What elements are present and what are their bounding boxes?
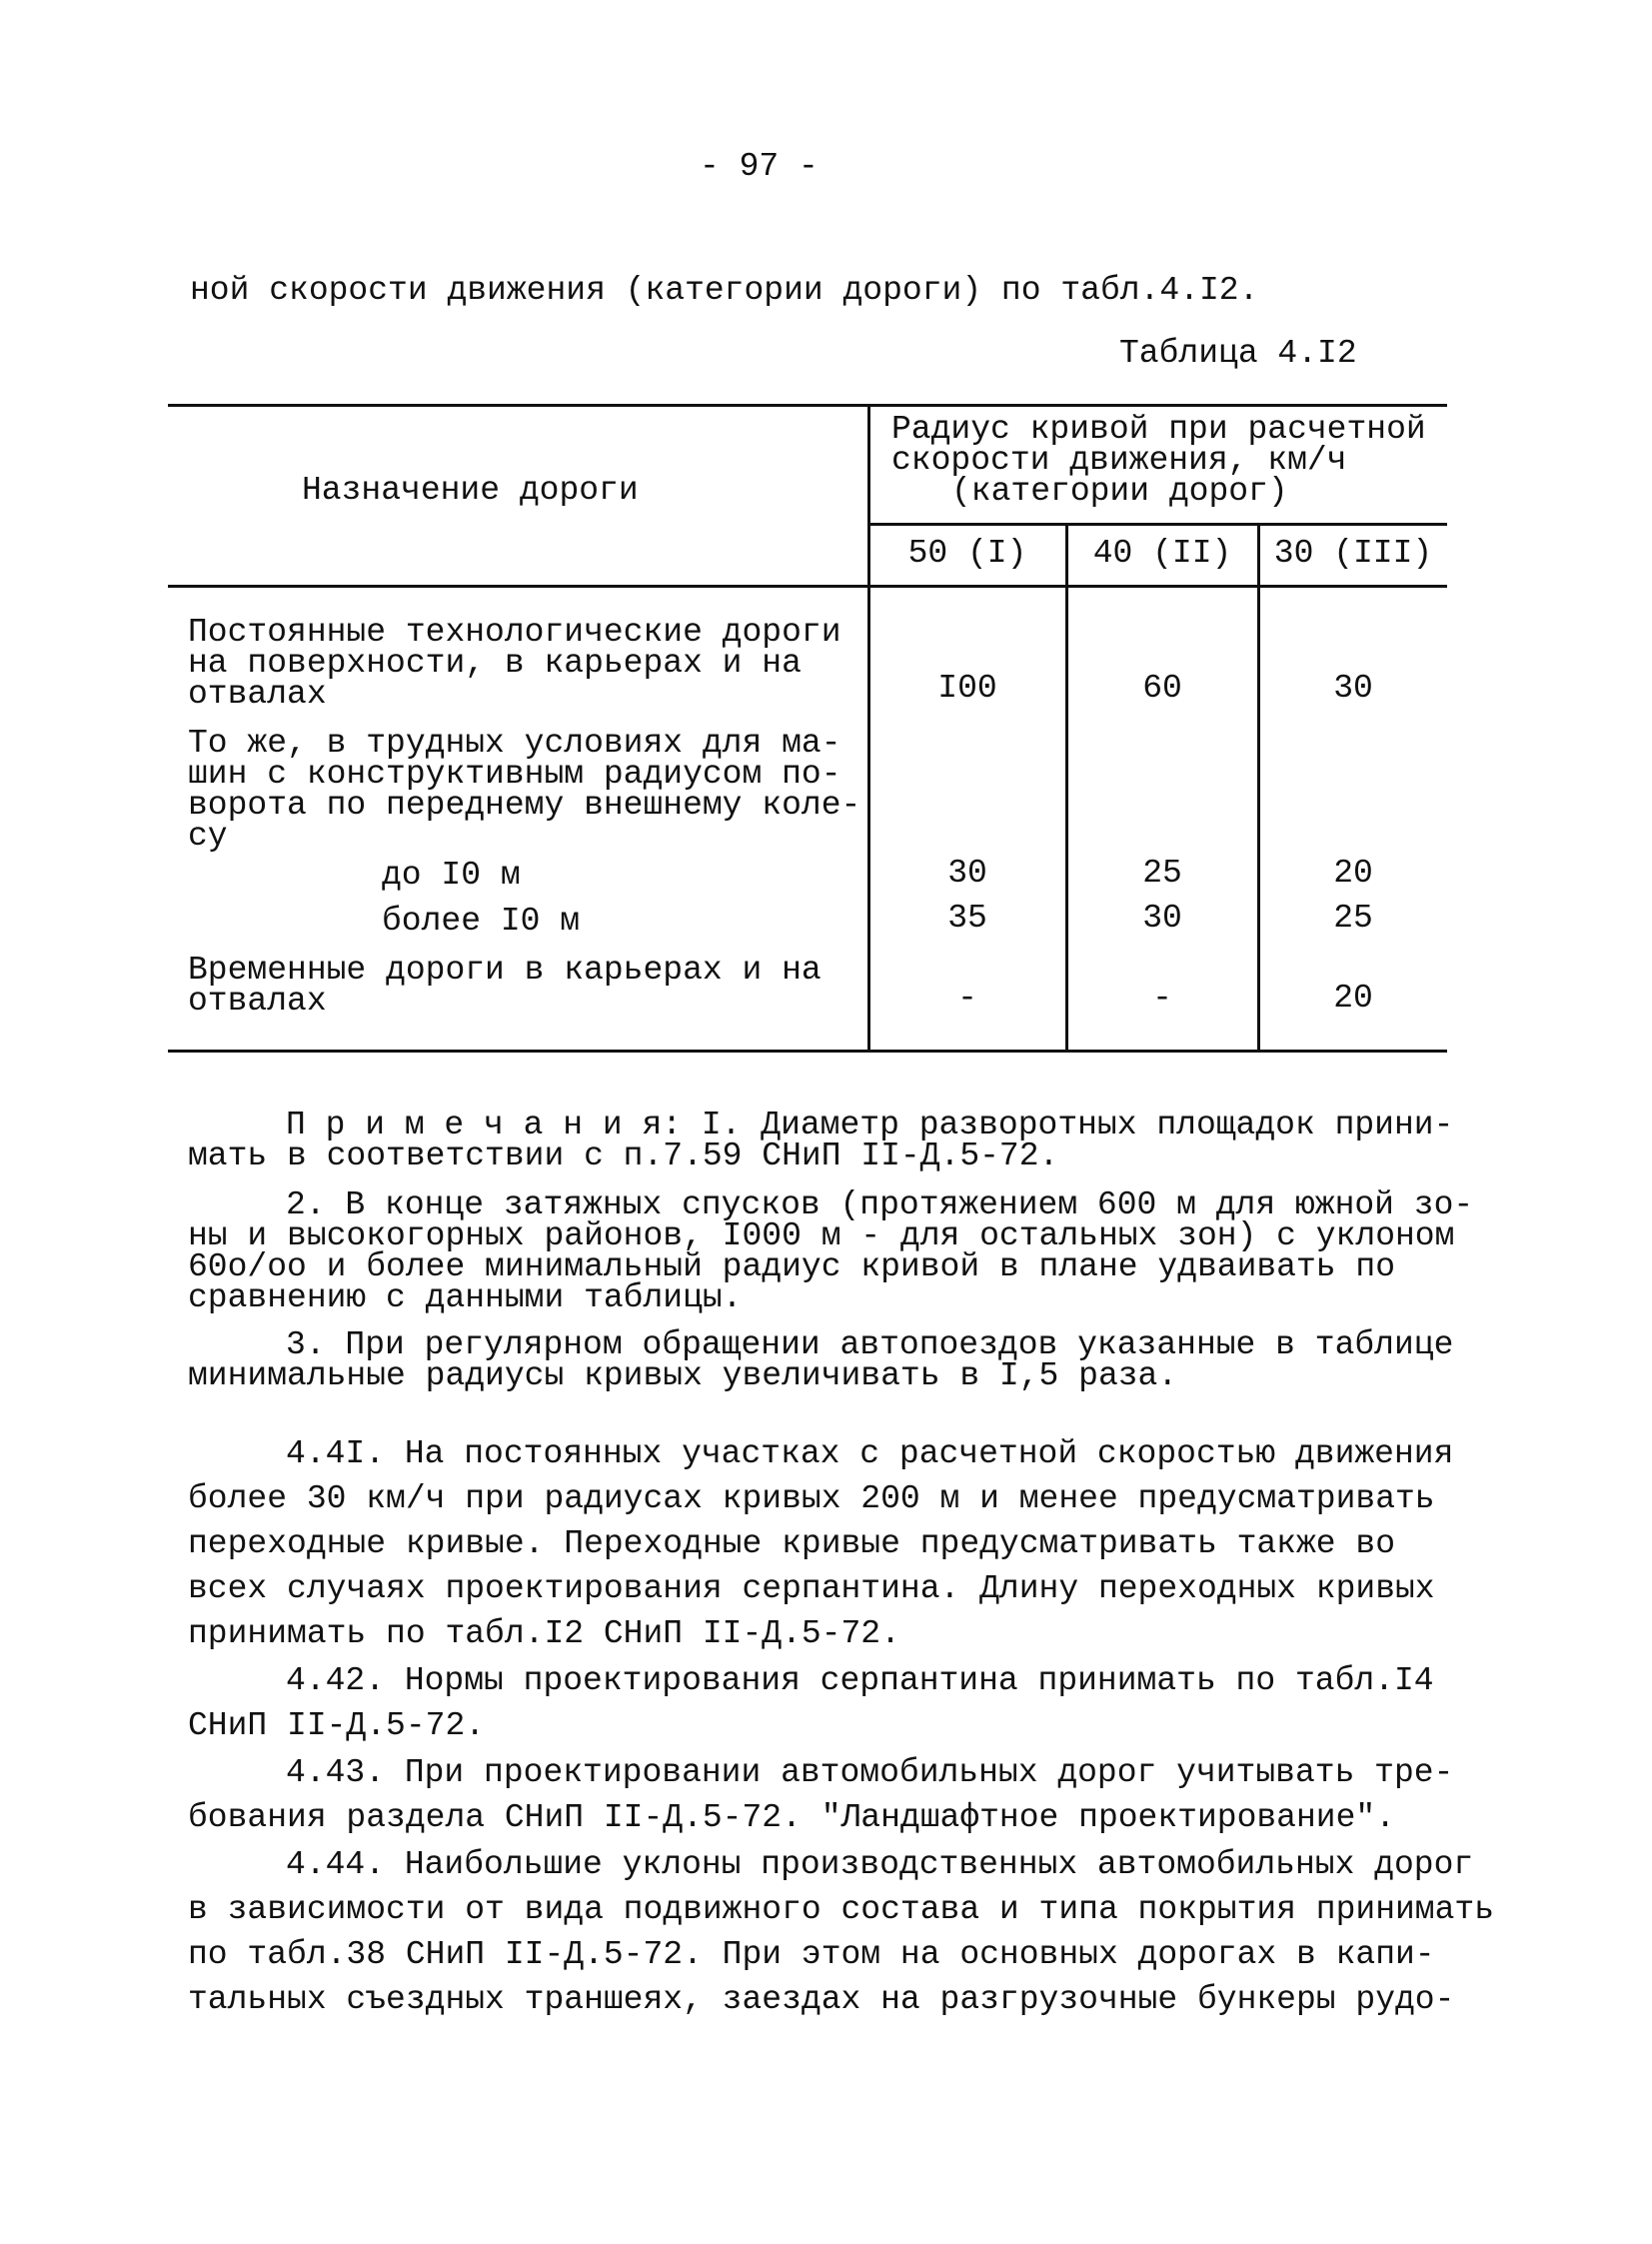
para-441-line-1: 4.4I. На постоянных участках с расчетной скоростью движения bbox=[286, 1435, 1454, 1472]
row5-label-line-1: Временные дороги в карьерах и на bbox=[188, 952, 822, 989]
row2-label-line-2: шин с конструктивным радиусом по- bbox=[188, 756, 841, 793]
subheader-50: 50 (I) bbox=[907, 535, 1027, 572]
row4-value-40: 30 bbox=[1142, 900, 1182, 937]
para-443-line-1: 4.43. При проектировании автомобильных дорог учитывать тре- bbox=[286, 1754, 1454, 1791]
table-bottom-rule bbox=[168, 1050, 1447, 1053]
row4-value-30: 25 bbox=[1333, 900, 1373, 937]
para-444-line-3: по табл.38 СНиП II-Д.5-72. При этом на основных дорогах в капи- bbox=[188, 1936, 1435, 1973]
note2-line-2: ны и высокогорных районов, I000 м - для остальных зон) с уклоном bbox=[188, 1217, 1455, 1254]
row2-label-line-1: То же, в трудных условиях для ма- bbox=[188, 725, 841, 762]
row2-label-line-3: ворота по переднему внешнему коле- bbox=[188, 787, 861, 824]
header-radius-line-2: скорости движения, км/ч bbox=[891, 442, 1347, 479]
row5-value-50: - bbox=[957, 980, 977, 1017]
para-443-line-2: бования раздела СНиП II-Д.5-72. "Ландшафтное проектирование". bbox=[188, 1799, 1395, 1836]
header-bottom-rule bbox=[168, 585, 1447, 588]
para-441-line-2: более 30 км/ч при радиусах кривых 200 м и менее предусматривать bbox=[188, 1480, 1435, 1517]
subheader-30: 30 (III) bbox=[1273, 535, 1433, 572]
table-divider-main bbox=[867, 404, 870, 1052]
header-sub-rule bbox=[869, 523, 1447, 526]
row1-label-line-2: на поверхности, в карьерах и на bbox=[188, 645, 802, 682]
note1-line-1: П р и м е ч а н и я: I. Диаметр разворотных площадок прини- bbox=[286, 1107, 1454, 1143]
page-number: - 97 - bbox=[700, 148, 819, 185]
intro-line: ной скорости движения (категории дороги) по табл.4.I2. bbox=[190, 272, 1259, 309]
para-444-line-2: в зависимости от вида подвижного состава и типа покрытия принимать bbox=[188, 1891, 1495, 1928]
subheader-40: 40 (II) bbox=[1092, 535, 1232, 572]
row1-value-30: 30 bbox=[1333, 670, 1373, 707]
note3-line-2: минимальные радиусы кривых увеличивать в I,5 раза. bbox=[188, 1357, 1178, 1394]
para-442-line-1: 4.42. Нормы проектирования серпантина принимать по табл.I4 bbox=[286, 1662, 1434, 1699]
row2-label-line-4: су bbox=[188, 818, 228, 855]
table-label: Таблица 4.I2 bbox=[1119, 335, 1357, 372]
para-441-line-4: всех случаях проектирования серпантина. Длину переходных кривых bbox=[188, 1570, 1435, 1607]
para-441-line-5: принимать по табл.I2 СНиП II-Д.5-72. bbox=[188, 1615, 900, 1652]
row1-label-line-1: Постоянные технологические дороги bbox=[188, 614, 841, 651]
row1-value-40: 60 bbox=[1142, 670, 1182, 707]
row3-label: до I0 м bbox=[382, 857, 521, 894]
note2-line-1: 2. В конце затяжных спусков (протяжением 600 м для южной зо- bbox=[286, 1186, 1474, 1223]
row3-value-40: 25 bbox=[1142, 855, 1182, 892]
note2-line-3: 60о/оо и более минимальный радиус кривой в плане удваивать по bbox=[188, 1248, 1395, 1285]
row5-value-30: 20 bbox=[1333, 980, 1373, 1017]
para-444-line-1: 4.44. Наибольшие уклоны производственных автомобильных дорог bbox=[286, 1846, 1474, 1883]
para-442-line-2: СНиП II-Д.5-72. bbox=[188, 1707, 486, 1744]
header-radius-line-1: Радиус кривой при расчетной bbox=[891, 411, 1426, 448]
note2-line-4: сравнению с данными таблицы. bbox=[188, 1279, 743, 1316]
row5-value-40: - bbox=[1152, 980, 1172, 1017]
table-top-rule bbox=[168, 404, 1447, 407]
row3-value-50: 30 bbox=[947, 855, 987, 892]
para-441-line-3: переходные кривые. Переходные кривые предусматривать также во bbox=[188, 1525, 1395, 1562]
row4-value-50: 35 bbox=[947, 900, 987, 937]
para-444-line-4: тальных съездных траншеях, заездах на разгрузочные бункеры рудо- bbox=[188, 1981, 1455, 2018]
table-divider-col3 bbox=[1257, 523, 1260, 1052]
note3-line-1: 3. При регулярном обращении автопоездов указанные в таблице bbox=[286, 1326, 1454, 1363]
row1-value-50: I00 bbox=[937, 670, 997, 707]
note1-line-2: мать в соответствии с п.7.59 СНиП II-Д.5-72. bbox=[188, 1137, 1059, 1174]
row1-label-line-3: отвалах bbox=[188, 676, 327, 713]
row3-value-30: 20 bbox=[1333, 855, 1373, 892]
table-divider-col2 bbox=[1065, 523, 1068, 1052]
header-radius-line-3: (категории дорог) bbox=[951, 473, 1288, 510]
header-road-purpose: Назначение дороги bbox=[302, 472, 639, 509]
row5-label-line-2: отвалах bbox=[188, 983, 327, 1020]
row4-label: более I0 м bbox=[382, 903, 581, 940]
